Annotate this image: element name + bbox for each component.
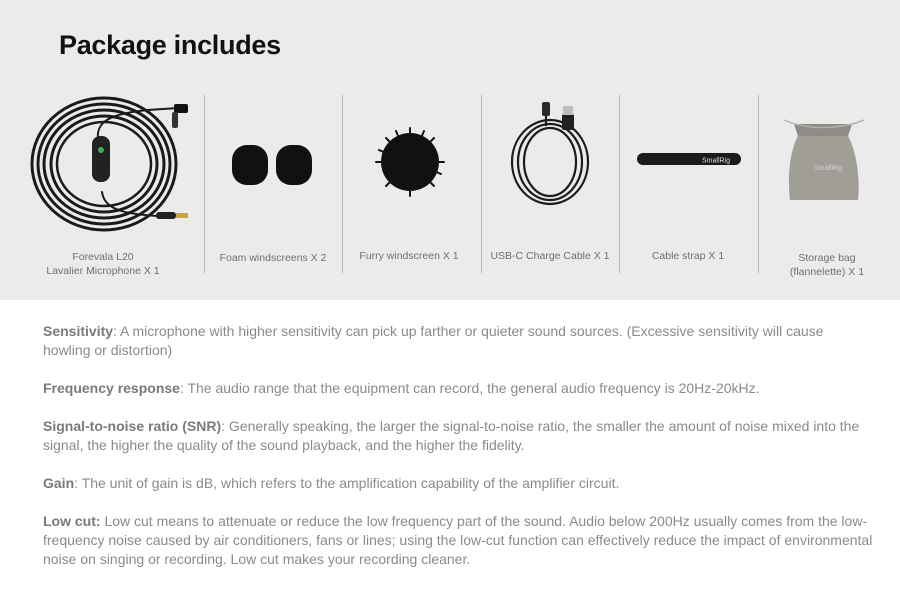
definition-frequency-response [43, 379, 873, 398]
definition-text: Generally speaking, the larger the signal-to-noise ratio, the smaller the amount of noise mixed into the signal, the higher the quality of the sound playback, and the higher the fidelity. [43, 418, 860, 453]
divider [342, 95, 343, 273]
definition-separator: : [95, 513, 101, 529]
item-caption-strap [625, 249, 751, 263]
definition-snr [43, 417, 873, 455]
divider [758, 95, 759, 273]
usb-c-cable-image [506, 98, 596, 210]
caption-line: Foam windscreens X 2 [219, 252, 327, 264]
item-caption-bag [764, 251, 890, 279]
definition-text: The audio range that the equipment can record, the general audio frequency is 20Hz-20kHz. [183, 380, 760, 396]
definition-term: Frequency response [43, 380, 180, 396]
caption-line: (flannelette) X 1 [789, 266, 865, 278]
definition-gain [43, 474, 873, 493]
item-caption-cable [487, 249, 613, 263]
item-caption-foam [210, 251, 336, 265]
caption-line: Furry windscreen X 1 [359, 250, 459, 262]
foam-windscreen-image [230, 142, 314, 188]
definition-separator: : [113, 323, 117, 339]
divider [204, 95, 205, 273]
bag-brand-logo: SmallRig [814, 165, 843, 172]
strap-brand-logo: SmallRig [702, 157, 731, 165]
definition-separator: : [179, 380, 184, 396]
definition-low-cut [43, 512, 873, 569]
definition-term: Gain [43, 475, 75, 491]
page-title: Package includes [59, 30, 281, 60]
cable-strap-image [636, 150, 742, 168]
divider [619, 95, 620, 273]
item-caption-furry [348, 249, 470, 263]
caption-line: Lavalier Microphone X 1 [46, 265, 160, 277]
caption-line: USB-C Charge Cable X 1 [490, 250, 610, 262]
furry-windscreen-image [374, 126, 446, 198]
definition-term: Low cut [43, 513, 96, 529]
divider [481, 95, 482, 273]
caption-line: Forevala L20 [72, 251, 134, 263]
storage-bag-image [776, 114, 870, 206]
caption-line: Storage bag [798, 252, 856, 264]
caption-line: Cable strap X 1 [651, 250, 725, 262]
definition-term: Signal-to-noise ratio (SNR) [43, 418, 222, 434]
definition-separator: : [221, 418, 226, 434]
lavalier-microphone-image [28, 92, 200, 234]
definition-text: Low cut means to attenuate or reduce the low frequency part of the sound. Audio below 200Hz usually comes from the low-frequency noise caused by air conditioners, fans or lines; using the low-cut function can effectively reduce the impact of environmental noise on singing or recording. Low cut makes your recording cleaner. [43, 513, 873, 567]
definitions-section [43, 322, 873, 588]
definition-term: Sensitivity [43, 323, 114, 339]
definition-separator: : [74, 475, 79, 491]
item-caption-microphone [33, 250, 173, 278]
definition-text: The unit of gain is dB, which refers to the amplification capability of the amplifier circuit. [78, 475, 620, 491]
definition-sensitivity [43, 322, 873, 360]
definition-text: A microphone with higher sensitivity can pick up farther or quieter sound sources. (Excessive sensitivity will cause howling or distortion) [43, 323, 824, 358]
